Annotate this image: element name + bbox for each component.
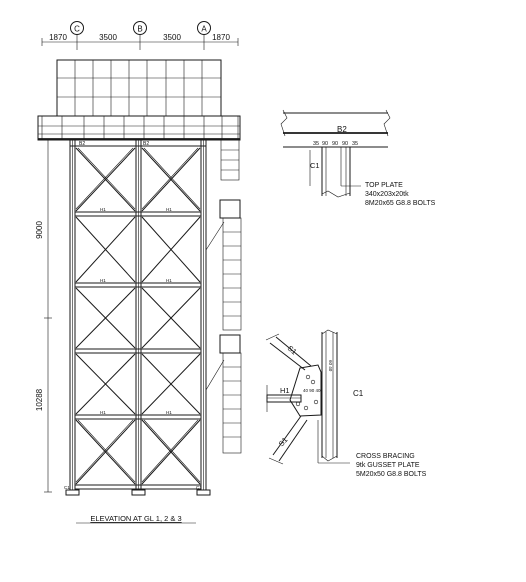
tank-panel-grid [57, 60, 221, 116]
top-plate-detail [281, 110, 436, 207]
frame-columns [70, 140, 206, 490]
top-beam-label-right: B2 [143, 141, 150, 147]
bracing-side-dims: 40 90 40 [303, 388, 321, 393]
cross-bracing-detail [266, 330, 427, 478]
bracing-note-3: 5M20x50 G8.8 BOLTS [356, 471, 427, 478]
horizontal-label-h1-e: H1 [100, 410, 106, 415]
top-plate-note-1: TOP PLATE [365, 182, 403, 189]
horizontal-label-h1: H1 [100, 207, 106, 212]
brace-label-lower: S1 [276, 435, 290, 449]
bracing-column-label: C1 [353, 389, 364, 398]
svg-text:A: A [201, 24, 207, 34]
bracing-note-2: 9tk GUSSET PLATE [356, 462, 420, 469]
brace-label-upper: S1 [285, 343, 299, 357]
base-plates [66, 490, 210, 495]
svg-text:C: C [74, 24, 80, 34]
bolt-spacing-35a: 35 [313, 141, 320, 147]
detail-column-label: C1 [310, 161, 320, 170]
bolt-spacing-90c: 90 [342, 141, 349, 147]
horizontal-label: H1 [280, 386, 290, 395]
top-beam [70, 140, 206, 147]
elevation-caption: ELEVATION AT GL 1, 2 & 3 [90, 514, 182, 523]
bolt-spacing-90a: 90 [322, 141, 329, 147]
bolt-spacing-35b: 35 [352, 141, 359, 147]
horizontal-members [75, 207, 201, 489]
svg-text:B: B [137, 24, 143, 34]
top-plate-note-2: 340x203x20tk [365, 191, 409, 198]
dim-9000: 9000 [35, 221, 44, 239]
gridline-bubble-c [71, 22, 84, 51]
dim-3500-right: 3500 [163, 33, 181, 42]
horizontal-label-h1-c: H1 [100, 278, 106, 283]
top-beam-label-left: B2 [79, 141, 86, 147]
dim-1870-right: 1870 [212, 33, 230, 42]
dim-10288: 10288 [35, 388, 44, 412]
horizontal-label-h1-f: H1 [166, 410, 172, 415]
column-label-left: C1 [64, 485, 70, 490]
detail-beam-label: B2 [337, 125, 347, 134]
top-plate-note-3: 8M20x65 G8.8 BOLTS [365, 200, 436, 207]
horizontal-label-h1-d: H1 [166, 278, 172, 283]
bracing-note-1: CROSS BRACING [356, 453, 415, 460]
horizontal-label-h1-b: H1 [166, 207, 172, 212]
elevation-view [35, 22, 241, 524]
left-vertical-dimension [35, 140, 52, 492]
gridline-bubble-b [134, 22, 147, 51]
ladder-cage [206, 140, 241, 453]
bracing-bolt-dims: 60 40 [328, 360, 333, 372]
dim-1870-left: 1870 [49, 33, 67, 42]
column-label-right: C1 [196, 485, 202, 490]
bolt-spacing-90b: 90 [332, 141, 339, 147]
gridline-bubble-a [198, 22, 211, 51]
platform-handrail [38, 116, 240, 140]
dim-3500-left: 3500 [99, 33, 117, 42]
cross-bracing [76, 148, 200, 484]
